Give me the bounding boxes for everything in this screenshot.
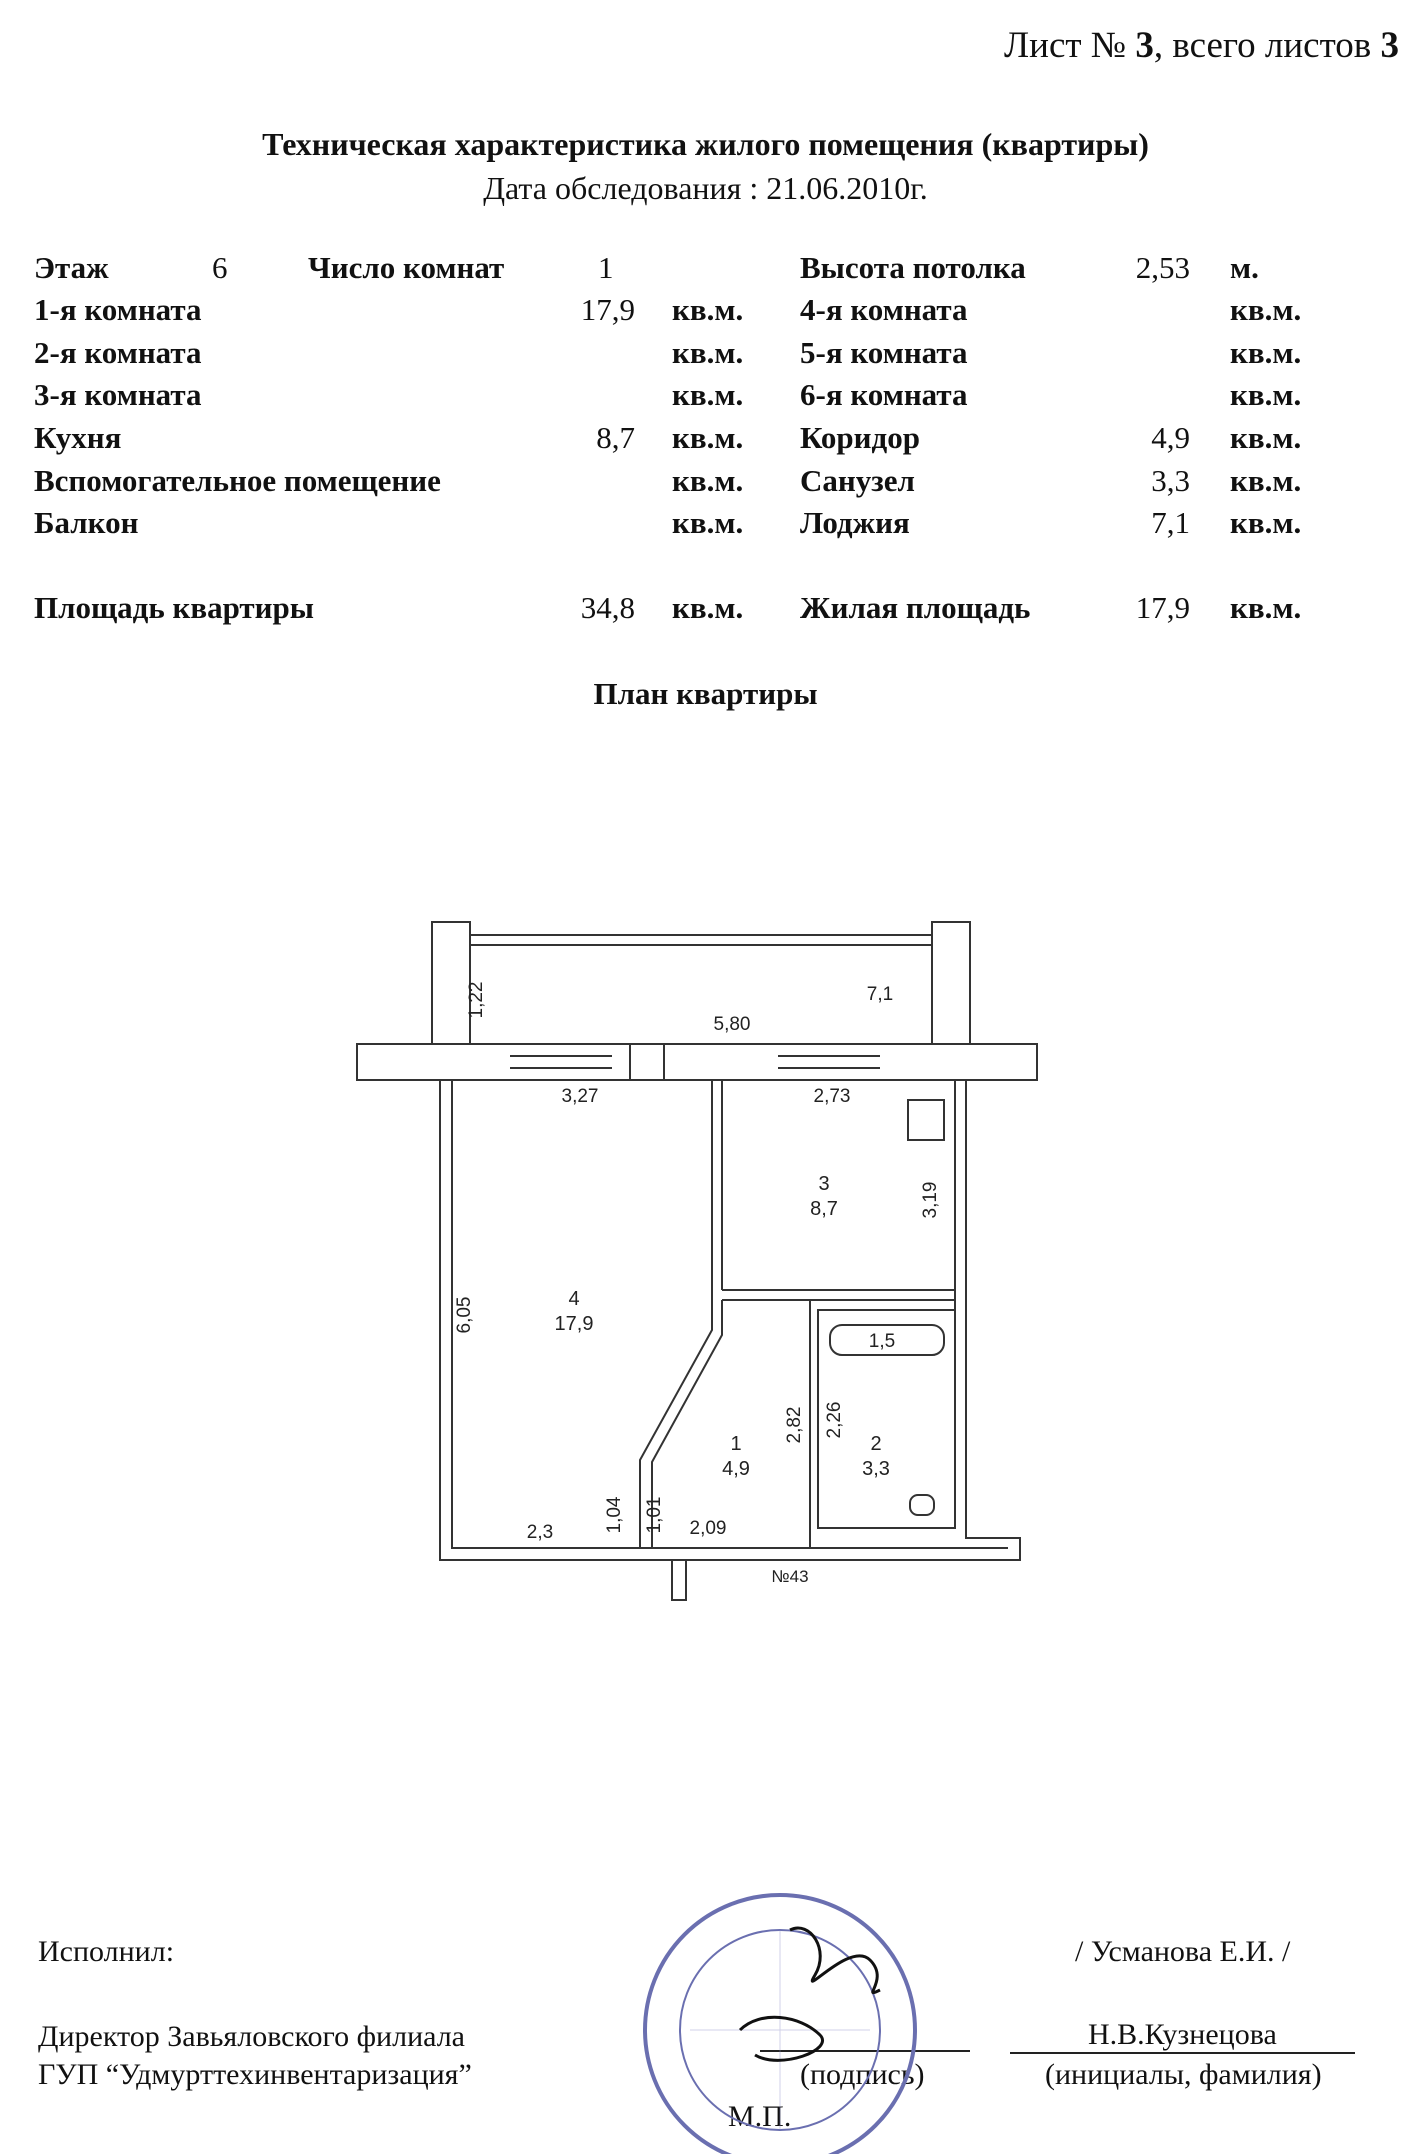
room4-label: 4-я комната	[800, 292, 968, 327]
loggia-value: 7,1	[1151, 505, 1190, 540]
aux-room-unit: кв.м.	[672, 463, 744, 498]
dim-loggia-depth: 1,22	[466, 981, 487, 1019]
dim-kitchen-width: 2,73	[813, 1086, 851, 1107]
room3-unit: кв.м.	[672, 377, 744, 412]
name-line	[1010, 2052, 1355, 2054]
ceiling-height-unit: м.	[1230, 250, 1259, 285]
director-name: Н.В.Кузнецова	[1088, 2018, 1277, 2051]
apartment-number: №43	[771, 1567, 809, 1586]
dim-room-depth: 6,05	[454, 1296, 475, 1334]
ceiling-height-value: 2,53	[1135, 250, 1190, 285]
room3-label: 3-я комната	[34, 377, 202, 412]
outer-wall	[357, 1044, 1037, 1080]
corridor-value: 4,9	[1151, 420, 1190, 455]
room1-unit: кв.м.	[672, 292, 744, 327]
room1-label: 1-я комната	[34, 292, 202, 327]
dim-room-width: 3,27	[561, 1086, 599, 1107]
room6-unit: кв.м.	[1230, 377, 1302, 412]
room1-value: 17,9	[580, 292, 635, 327]
rooms-count-label: Число комнат	[308, 250, 505, 285]
dim-bottom-left: 2,3	[526, 1522, 554, 1543]
corridor-unit: кв.м.	[1230, 420, 1302, 455]
name-caption: (инициалы, фамилия)	[1045, 2058, 1322, 2091]
director-line2: ГУП “Удмурттехинвентаризация”	[38, 2058, 472, 2091]
corridor-label: Коридор	[800, 420, 920, 455]
sheet-total: 3	[1380, 25, 1399, 66]
room6-label: 6-я комната	[800, 377, 968, 412]
dim-wall-b: 1,01	[644, 1496, 665, 1534]
living-area-unit: кв.м.	[1230, 590, 1302, 625]
dim-loggia-width: 5,80	[713, 1014, 751, 1035]
room3-area: 8,7	[810, 1198, 838, 1220]
executed-name: / Усманова Е.И. /	[1075, 1935, 1291, 1968]
apartment-area-value: 34,8	[580, 590, 635, 625]
room3-no: 3	[818, 1173, 830, 1195]
balcony-unit: кв.м.	[672, 505, 744, 540]
dim-loggia-area: 7,1	[866, 984, 894, 1005]
loggia-right-pier	[932, 922, 970, 1044]
loggia-unit: кв.м.	[1230, 505, 1302, 540]
living-area-value: 17,9	[1135, 590, 1190, 625]
room4-area: 17,9	[554, 1313, 594, 1335]
bathroom-label: Санузел	[800, 463, 915, 498]
room4-no: 4	[568, 1288, 580, 1310]
dim-corridor: 2,82	[784, 1406, 805, 1444]
signature-loop	[740, 2017, 823, 2060]
entrance-stub	[672, 1560, 686, 1600]
plan-title: План квартиры	[593, 676, 818, 711]
balcony-door	[630, 1044, 664, 1080]
dim-bath-height: 2,26	[824, 1401, 845, 1439]
balcony-label: Балкон	[34, 505, 139, 540]
dim-bottom-mid: 2,09	[689, 1518, 727, 1539]
aux-room-label: Вспомогательное помещение	[34, 463, 441, 498]
toilet-icon	[910, 1495, 934, 1515]
living-area-label: Жилая площадь	[800, 590, 1031, 625]
sheet-sep: , всего листов	[1153, 25, 1372, 66]
seal-label: М.П.	[728, 2100, 792, 2133]
room5-unit: кв.м.	[1230, 335, 1302, 370]
dim-kitchen-depth: 3,19	[920, 1181, 941, 1219]
kitchen-value: 8,7	[596, 420, 635, 455]
survey-date: Дата обследования : 21.06.2010г.	[483, 170, 928, 206]
signature-scribble	[790, 1928, 880, 1993]
floor-value: 6	[212, 250, 228, 285]
document-title: Техническая характеристика жилого помещения (квартиры)	[262, 126, 1149, 162]
loggia-left-pier	[432, 922, 470, 1044]
apartment-area-unit: кв.м.	[672, 590, 744, 625]
bathroom-unit: кв.м.	[1230, 463, 1302, 498]
official-stamp	[630, 1880, 930, 2154]
apartment-area-label: Площадь квартиры	[34, 590, 314, 625]
executed-label: Исполнил:	[38, 1935, 175, 1968]
kitchen-unit: кв.м.	[672, 420, 744, 455]
dim-wall-a: 1,04	[604, 1496, 625, 1534]
sheet-number	[1004, 24, 1399, 67]
room2-area: 3,3	[862, 1458, 890, 1480]
room1-no: 1	[730, 1433, 742, 1455]
room5-label: 5-я комната	[800, 335, 968, 370]
kitchen-label: Кухня	[34, 420, 122, 455]
room4-unit: кв.м.	[1230, 292, 1302, 327]
floor-label: Этаж	[34, 250, 109, 285]
sheet-prefix: Лист №	[1004, 25, 1127, 66]
director-line1: Директор Завьяловского филиала	[38, 2020, 465, 2053]
room2-label: 2-я комната	[34, 335, 202, 370]
room2-no: 2	[870, 1433, 882, 1455]
stove	[908, 1100, 944, 1140]
loggia-label: Лоджия	[800, 505, 910, 540]
room2-unit: кв.м.	[672, 335, 744, 370]
bathroom-value: 3,3	[1151, 463, 1190, 498]
signature-caption: (подпись)	[800, 2058, 925, 2091]
apartment-walls	[440, 1080, 1020, 1560]
room1-area: 4,9	[722, 1458, 750, 1480]
ceiling-height-label: Высота потолка	[800, 250, 1026, 285]
dim-bathtub: 1,5	[868, 1331, 896, 1352]
rooms-count-value: 1	[598, 250, 614, 285]
sheet-no: 3	[1135, 25, 1154, 66]
floor-plan	[340, 910, 1040, 1610]
